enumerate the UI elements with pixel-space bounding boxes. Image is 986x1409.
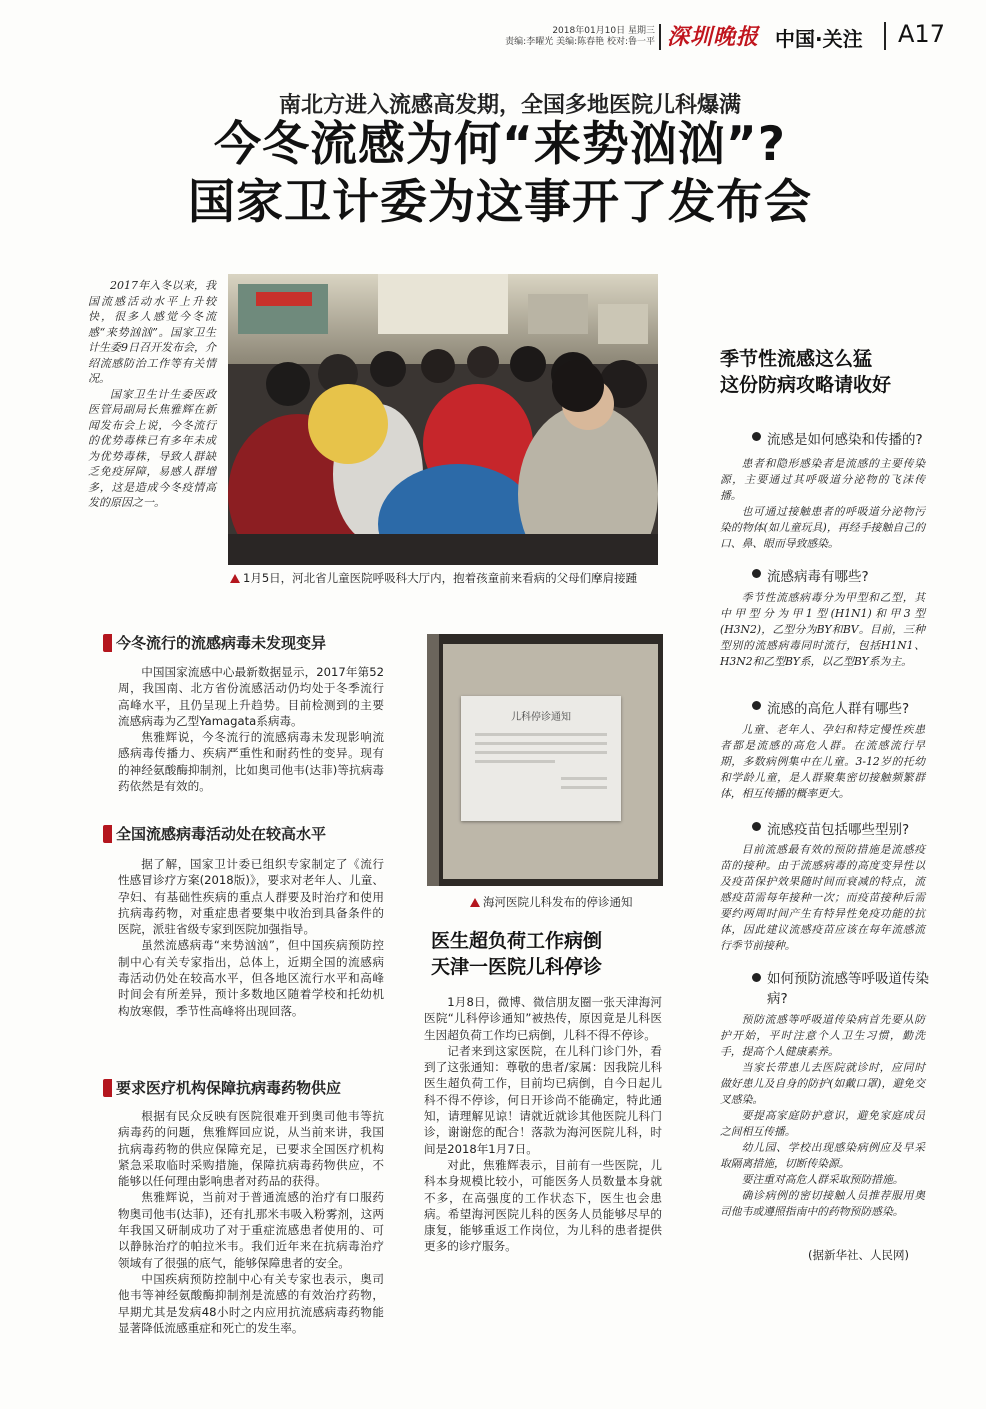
intro-paragraph: 2017年入冬以来，我国流感活动水平上升较快，很多人感觉今冬流感“来势汹汹”。国家卫生计生委9日召开发布会，介绍流感防治工作等有关情况。	[88, 279, 216, 385]
newspaper-logo: 深圳晚报	[667, 24, 760, 50]
section2-body	[118, 856, 384, 1019]
qa-answer-3	[720, 722, 925, 802]
qa-question-2	[752, 565, 952, 585]
bullet-icon	[752, 822, 761, 831]
section2-paragraph: 虽然流感病毒“来势汹汹”，但中国疾病预防控制中心有关专家指出，总体上，近期全国的流感病毒活动仍处在较高水平，但各地区流行水平和高峰时间会有所差异，预计多数地区随着学校和托幼机构放寒假，季节性高峰将出现回落。	[118, 938, 384, 1018]
qa-answer-paragraph: 当家长带患儿去医院就诊时，应同时做好患儿及自身的防护(如戴口罩)，避免交叉感染。	[720, 1061, 925, 1106]
section3-body	[118, 1108, 384, 1336]
section3-heading	[103, 1077, 341, 1098]
qa-answer-5	[720, 1012, 925, 1220]
qa-question-text: 流感的高危人群有哪些?	[767, 701, 910, 717]
section2-heading-text: 全国流感病毒活动处在较高水平	[116, 825, 327, 843]
qa-answer-paragraph: 患者和隐形感染者是流感的主要传染源，主要通过其呼吸道分泌物的飞沫传播。	[720, 457, 925, 502]
mid-story-paragraph: 对此，焦雅辉表示，目前有一些医院，儿科本身规模比较小，可能医务人员数量本身就不多，在高强度的工作状态下，医生也会患病。希望海河医院儿科的医务人员能够尽早的康复，能够重返工作岗位，为儿科的患者提供更多的诊疗服务。	[424, 1157, 662, 1254]
qa-question-text: 流感是如何感染和传播的?	[767, 432, 923, 448]
section-name: 中国·关注	[775, 27, 863, 51]
mid-story-paragraph: 1月8日，微博、微信朋友圈一张天津海河医院“儿科停诊通知”被热传，原因竟是儿科医生因超负荷工作均已病倒，儿科不得不停诊。	[424, 995, 662, 1042]
section3-paragraph: 焦雅辉说，当前对于普通流感的治疗有口服药物奥司他韦(达菲)，还有扎那米韦吸入粉雾剂，这两年我国又研制成功了对于重症流感患者使用的、可以静脉治疗的帕拉米韦。我们近年来在抗病毒治疗领域有了很强的底气，能够保障患者的安全。	[118, 1190, 384, 1270]
section1-body	[118, 664, 384, 794]
section1-paragraph: 中国国家流感中心最新数据显示，2017年第52周，我国南、北方省份流感活动仍均处于冬季流行高峰水平，且仍呈现上升趋势。目前检测到的主要流感病毒为乙型Yamagata系病毒。	[118, 665, 384, 728]
masthead-divider	[884, 22, 886, 50]
sidebar-headline	[720, 346, 960, 398]
intro-text	[88, 278, 216, 511]
sidebar-headline-line2: 这份防病攻略请收好	[720, 374, 892, 396]
editor-credits: 责编:李曜光 美编:陈春艳 校对:鲁一平	[505, 37, 655, 47]
section3-paragraph: 根据有民众反映有医院很难开到奥司他韦等抗病毒药的问题，焦雅辉回应说，从当前来讲，我国抗病毒药物的供应保障充足，已要求全国医疗机构紧急采取临时采购措施，保障抗病毒药物供应，不能够以任何理由影响患者对药品的获得。	[118, 1109, 384, 1189]
notice-caption	[470, 894, 670, 910]
qa-question-text: 流感疫苗包括哪些型别?	[767, 822, 910, 838]
notice-photo	[427, 634, 663, 886]
bullet-icon	[752, 973, 761, 982]
bullet-icon	[752, 432, 761, 441]
qa-answer-4	[720, 842, 925, 954]
notice-caption-text: 海河医院儿科发布的停诊通知	[483, 895, 633, 909]
qa-question-1	[752, 428, 952, 448]
mid-story-paragraph: 记者来到这家医院，在儿科门诊门外，看到了这张通知：尊敬的患者/家属：因我院儿科医生超负荷工作，目前均已病倒，自今日起儿科不得不停诊，何日开诊尚不能确定，特此通知，请理解见谅！请就近就诊其他医院儿科门诊，谢谢您的配合！落款为海河医院儿科，时间是2018年1月7日。	[424, 1043, 662, 1156]
qa-answer-paragraph: 也可通过接触患者的呼吸道分泌物污染的物体(如儿童玩具)，再经手接触自己的口、鼻、眼而导致感染。	[720, 505, 925, 550]
mid-story-body	[424, 994, 662, 1255]
mid-story-headline	[431, 928, 671, 980]
caption-triangle-icon	[230, 574, 240, 583]
caption-triangle-icon	[470, 898, 480, 907]
notice-paper	[461, 696, 621, 821]
section3-heading-text: 要求医疗机构保障抗病毒药物供应	[116, 1079, 342, 1097]
section-marker-icon	[103, 825, 112, 843]
qa-answer-paragraph: 要注重对高危人群采取预防措施。	[741, 1173, 904, 1186]
headline-line1: 今冬流感为何“来势汹汹”?	[213, 117, 787, 172]
qa-answer-paragraph: 要提高家庭防护意识，避免家庭成员之间相互传播。	[720, 1109, 925, 1138]
mid-story-headline-line1: 医生超负荷工作病倒	[431, 930, 603, 952]
issue-date: 2018年01月10日 星期三	[552, 26, 655, 36]
mid-story-headline-line2: 天津一医院儿科停诊	[431, 956, 603, 978]
qa-answer-paragraph: 目前流感最有效的预防措施是流感疫苗的接种。由于流感病毒的高度变异性以及疫苗保护效果随时间而衰减的特点，流感疫苗需每年接种一次；而疫苗接种后需要约两周时间产生有特异性免疫功能的抗体，因此建议流感疫苗应该在每年流感流行季节前接种。	[720, 843, 925, 952]
section2-heading	[103, 823, 326, 844]
section1-paragraph: 焦雅辉说，今冬流行的流感病毒未发现影响流感病毒传播力、疾病严重性和耐药性的变异。现有的神经氨酸酶抑制剂，比如奥司他韦(达菲)等抗病毒药依然是有效的。	[118, 730, 384, 794]
bullet-icon	[752, 701, 761, 710]
section3-paragraph: 中国疾病预防控制中心有关专家也表示，奥司他韦等神经氨酸酶抑制剂是流感的有效治疗药物，早期尤其是发病48小时之内应用抗流感病毒药物能显著降低流感重症和死亡的发生率。	[118, 1271, 384, 1335]
page-number: A17	[898, 20, 945, 48]
qa-question-text: 如何预防流感等呼吸道传染病?	[767, 971, 929, 1007]
section-marker-icon	[103, 1079, 112, 1097]
headline-line2: 国家卫计委为这事开了发布会	[188, 175, 812, 230]
qa-answer-paragraph: 预防流感等呼吸道传染病首先要从防护开始，平时注意个人卫生习惯，勤洗手，提高个人健康素养。	[720, 1013, 925, 1058]
section1-heading	[103, 632, 326, 653]
qa-answer-paragraph: 幼儿园、学校出现感染病例应及早采取隔离措施，切断传染源。	[720, 1141, 925, 1170]
masthead-divider	[659, 24, 661, 50]
notice-title: 儿科停诊通知	[511, 712, 571, 723]
bullet-icon	[752, 569, 761, 578]
section2-paragraph: 据了解，国家卫计委已组织专家制定了《流行性感冒诊疗方案(2018版)》，要求对老年人、儿童、孕妇、有基础性疾病的重点人群要及时治疗和使用抗病毒药物，对重症患者要集中收治到具备条件的医院，派驻省级专家到医院加强指导。	[118, 857, 384, 937]
hospital-crowd-photo	[228, 274, 658, 565]
qa-answer-1	[720, 456, 925, 552]
qa-question-3	[752, 697, 952, 717]
qa-answer-paragraph: 确诊病例的密切接触人员推荐服用奥司他韦或遵照指南中的药物预防感染。	[720, 1189, 925, 1218]
qa-answer-2	[720, 590, 925, 670]
kicker: 南北方进入流感高发期，全国多地医院儿科爆满	[278, 93, 741, 118]
section1-heading-text: 今冬流行的流感病毒未发现变异	[116, 634, 327, 652]
source-credit: (据新华社、人民网)	[808, 1248, 909, 1262]
intro-paragraph: 国家卫生计生委医政医管局副局长焦雅辉在新闻发布会上说，今冬流行的优势毒株已有多年未成为优势毒株，导致人群缺乏免疫屏障，易感人群增多，这是造成今冬疫情高发的原因之一。	[88, 387, 216, 509]
qa-answer-paragraph: 儿童、老年人、孕妇和特定慢性疾患者都是流感的高危人群。在流感流行早期，多数病例集中在儿童。3-12岁的托幼和学龄儿童，是人群聚集密切接触频繁群体，相互传播的概率更大。	[720, 723, 925, 800]
qa-question-4	[752, 818, 952, 838]
sidebar-headline-line1: 季节性流感这么猛	[720, 348, 873, 370]
photo1-caption-text: 1月5日，河北省儿童医院呼吸科大厅内，抱着孩童前来看病的父母们摩肩接踵	[243, 571, 638, 585]
qa-question-text: 流感病毒有哪些?	[767, 569, 869, 585]
qa-question-5	[720, 969, 935, 1009]
qa-answer-paragraph: 季节性流感病毒分为甲型和乙型，其中甲型分为甲1型(H1N1)和甲3型(H3N2)，乙型分为BY和BV。目前，三种型别的流感病毒同时流行，包括H1N1、H3N2和乙型BY系，以乙型BY系为主。	[720, 591, 925, 668]
photo1-caption	[230, 570, 660, 586]
section-marker-icon	[103, 634, 112, 652]
